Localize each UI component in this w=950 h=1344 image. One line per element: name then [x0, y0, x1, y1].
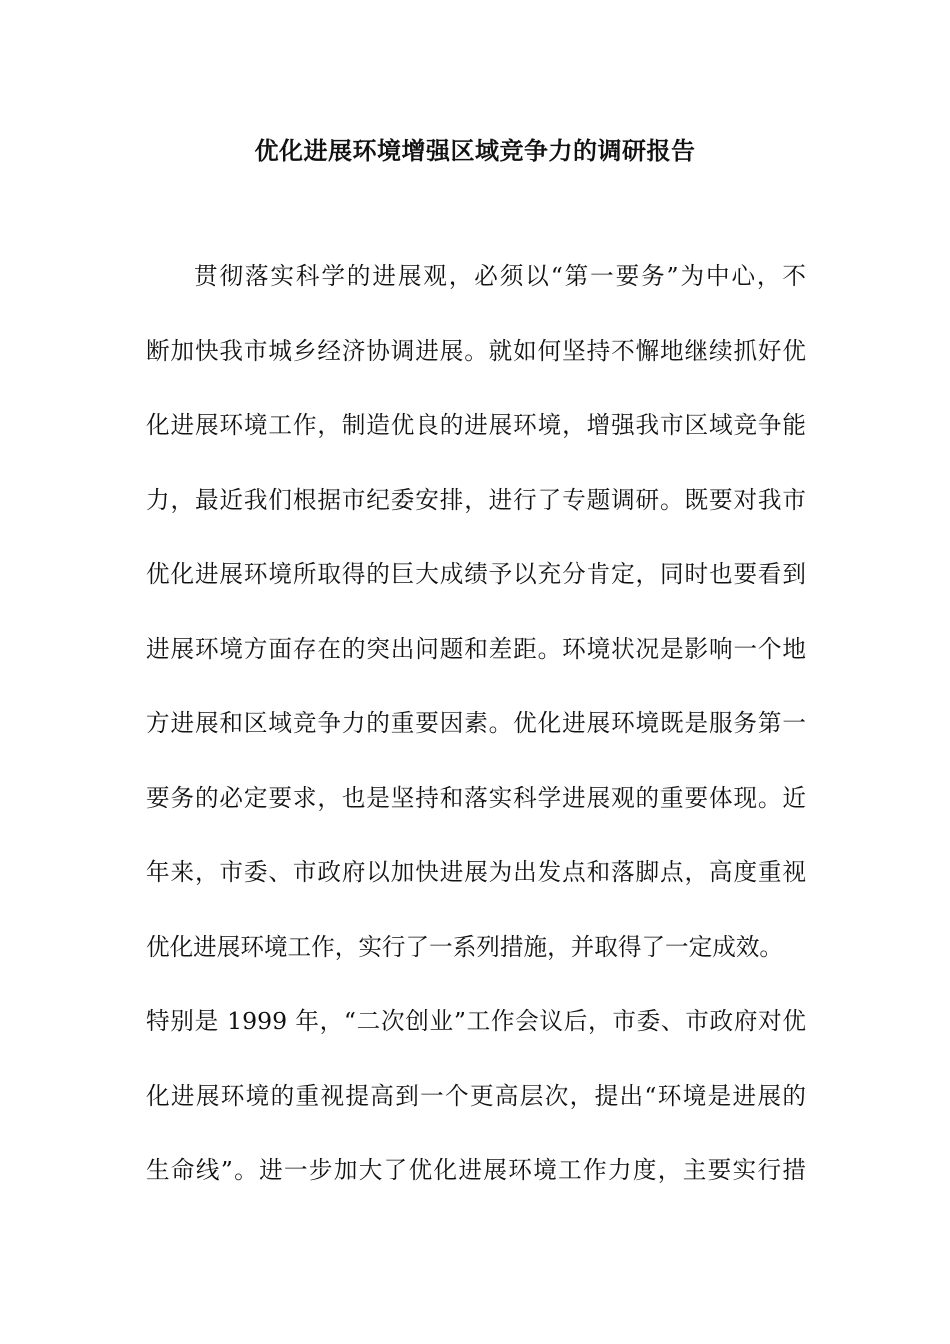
body-line: 进展环境方面存在的突出问题和差距。环境状况是影响一个地 — [146, 634, 806, 663]
body-line: 生命线”。进一步加大了优化进展环境工作力度，主要实行措 — [146, 1156, 806, 1184]
body-line: 要务的必定要求，也是坚持和落实科学进展观的重要体现。近 — [146, 783, 806, 812]
body-line: 优化进展环境工作，实行了一系列措施，并取得了一定成效。 — [146, 932, 784, 961]
body-line: 优化进展环境所取得的巨大成绩予以充分肯定，同时也要看到 — [146, 560, 806, 588]
body-line: 年来，市委、市政府以加快进展为出发点和落脚点，高度重视 — [146, 858, 806, 886]
body-line: 方进展和区域竞争力的重要因素。优化进展环境既是服务第一 — [146, 709, 806, 737]
document-body — [146, 256, 806, 1225]
body-line: 特别是 1999 年，“二次创业”工作会议后，市委、市政府对优 — [146, 1007, 806, 1035]
body-line: 化进展环境的重视提高到一个更高层次，提出“环境是进展的 — [146, 1081, 806, 1110]
body-line: 力，最近我们根据市纪委安排，进行了专题调研。既要对我市 — [146, 485, 806, 514]
body-line: 贯彻落实科学的进展观，必须以“第一要务”为中心，不 — [194, 262, 806, 290]
document-title: 优化进展环境增强区域竞争力的调研报告 — [254, 136, 696, 165]
body-line: 断加快我市城乡经济协调进展。就如何坚持不懈地继续抓好优 — [146, 336, 806, 365]
body-line: 化进展环境工作，制造优良的进展环境，增强我市区域竞争能 — [146, 411, 806, 439]
